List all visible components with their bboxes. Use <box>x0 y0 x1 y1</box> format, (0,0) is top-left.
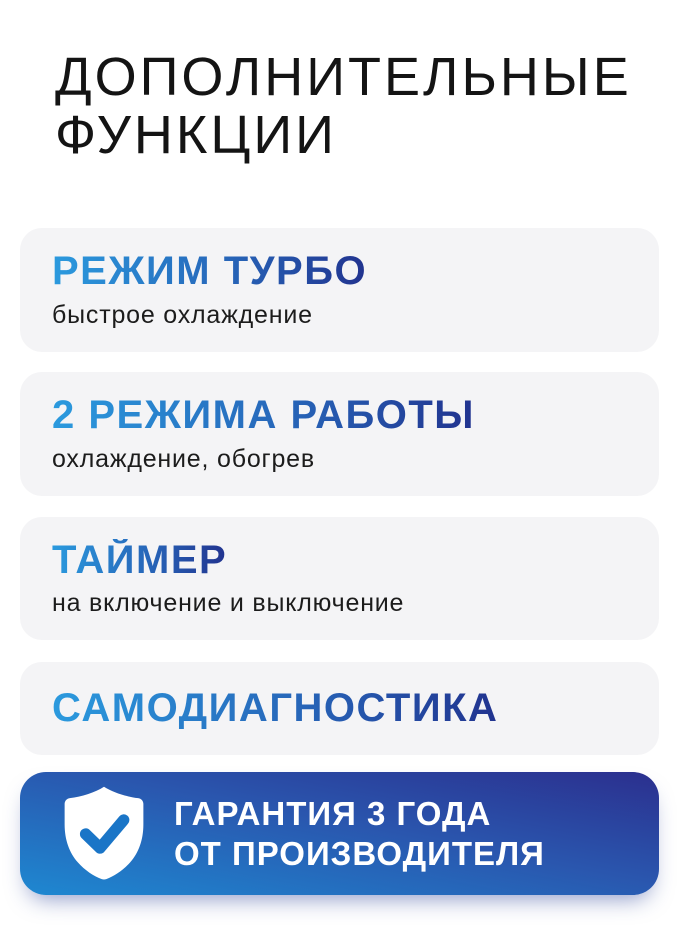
page-title-line2: ФУНКЦИИ <box>55 105 337 165</box>
feature-card-modes <box>20 372 659 496</box>
feature-subtitle: охлаждение, обогрев <box>52 444 315 473</box>
warranty-text <box>174 794 545 874</box>
page-title-line1: ДОПОЛНИТЕЛЬНЫЕ <box>55 47 632 107</box>
feature-heading: РЕЖИМ ТУРБО <box>52 249 368 294</box>
feature-subtitle: на включение и выключение <box>52 589 405 618</box>
feature-card-timer <box>20 517 659 640</box>
feature-heading: САМОДИАГНОСТИКА <box>52 685 499 730</box>
feature-subtitle: быстрое охлаждение <box>52 300 313 329</box>
warranty-banner <box>20 772 659 895</box>
shield-check-icon <box>60 785 148 883</box>
feature-card-turbo <box>20 228 659 352</box>
warranty-line2: ОТ ПРОИЗВОДИТЕЛЯ <box>174 834 545 872</box>
feature-card-selfdiagnostics <box>20 662 659 755</box>
warranty-line1: ГАРАНТИЯ 3 ГОДА <box>174 794 492 832</box>
page-title <box>55 48 632 164</box>
feature-heading: ТАЙМЕР <box>52 537 228 582</box>
feature-heading: 2 РЕЖИМА РАБОТЫ <box>52 393 475 438</box>
